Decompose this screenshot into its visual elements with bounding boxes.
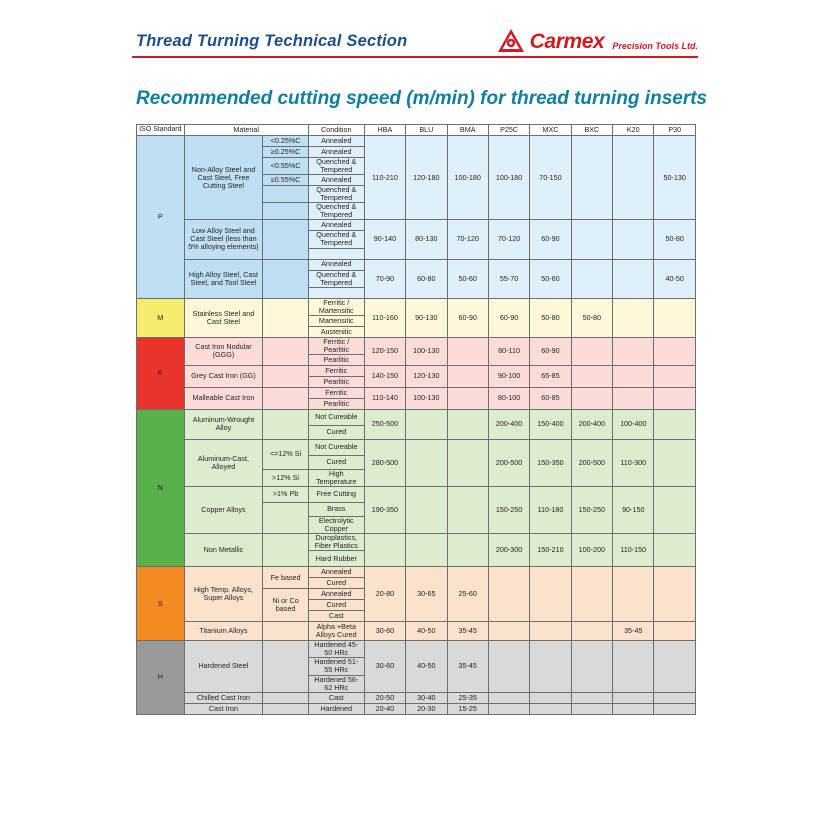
value-p25c: 200-500 bbox=[488, 439, 529, 486]
condition-cell: Not Cureable bbox=[308, 409, 364, 425]
value-hba: 90-140 bbox=[364, 220, 405, 259]
value-bxc: 150-250 bbox=[571, 487, 612, 534]
page-header bbox=[132, 14, 698, 58]
value-bxc bbox=[571, 220, 612, 259]
header-iso-standard: ISO Standard bbox=[137, 125, 185, 136]
value-p30 bbox=[654, 534, 696, 567]
carmex-logo-icon bbox=[497, 28, 525, 54]
table-row bbox=[137, 259, 696, 270]
condition-cell: High Temperature bbox=[308, 469, 364, 486]
header-k20: K20 bbox=[613, 125, 654, 136]
table-row bbox=[137, 641, 696, 658]
value-hba: 20-40 bbox=[364, 703, 405, 714]
table-header-row bbox=[137, 125, 696, 136]
header-p30: P30 bbox=[654, 125, 696, 136]
value-bma bbox=[447, 439, 488, 486]
value-p30 bbox=[654, 409, 696, 439]
condition-cell: Annealed bbox=[308, 147, 364, 158]
value-p30 bbox=[654, 439, 696, 486]
table-row bbox=[137, 337, 696, 354]
group-code-k: K bbox=[137, 337, 185, 409]
value-p25c: 90-100 bbox=[488, 365, 529, 387]
value-blu bbox=[406, 534, 447, 567]
condition-cell: Annealed bbox=[308, 589, 364, 600]
table-row bbox=[137, 534, 696, 551]
value-k20 bbox=[613, 567, 654, 622]
value-mxc bbox=[530, 692, 571, 703]
value-blu bbox=[406, 439, 447, 486]
value-hba: 20-50 bbox=[364, 692, 405, 703]
material-name: Titanium Alloys bbox=[184, 622, 263, 641]
value-k20: 100-400 bbox=[613, 409, 654, 439]
value-mxc: 50-60 bbox=[530, 259, 571, 298]
material-name: Stainless Steel and Cast Steel bbox=[184, 298, 263, 337]
condition-cell: Ferritic / Pearlitic bbox=[308, 337, 364, 354]
value-k20 bbox=[613, 692, 654, 703]
condition-cell: Ferritic / Martensitic bbox=[308, 298, 364, 315]
value-p30 bbox=[654, 487, 696, 534]
value-k20: 110-150 bbox=[613, 534, 654, 567]
value-p25c: 55-70 bbox=[488, 259, 529, 298]
material-sub bbox=[263, 186, 309, 203]
material-sub bbox=[263, 503, 309, 534]
value-p30 bbox=[654, 641, 696, 692]
value-p25c bbox=[488, 641, 529, 692]
value-mxc bbox=[530, 641, 571, 692]
table-row bbox=[137, 439, 696, 455]
value-p25c: 60-90 bbox=[488, 298, 529, 337]
group-code-p: P bbox=[137, 136, 185, 299]
condition-cell: Annealed bbox=[308, 220, 364, 231]
condition-cell: Austenitic bbox=[308, 326, 364, 337]
table-row bbox=[137, 703, 696, 714]
value-bma: 50-60 bbox=[447, 259, 488, 298]
material-sub: Ni or Co based bbox=[263, 589, 309, 622]
material-sub bbox=[263, 622, 309, 641]
value-bxc: 100-200 bbox=[571, 534, 612, 567]
condition-cell: Hardened 45-50 HRc bbox=[308, 641, 364, 658]
value-hba: 120-150 bbox=[364, 337, 405, 365]
condition-cell: Annealed bbox=[308, 259, 364, 270]
value-blu bbox=[406, 409, 447, 439]
brand-subtitle: Precision Tools Ltd. bbox=[612, 41, 698, 51]
value-bxc bbox=[571, 259, 612, 298]
material-sub bbox=[263, 203, 309, 220]
value-k20 bbox=[613, 387, 654, 409]
value-p30 bbox=[654, 298, 696, 337]
value-bma: 25-35 bbox=[447, 692, 488, 703]
value-p30: 50-130 bbox=[654, 136, 696, 220]
material-name: Cast Iron bbox=[184, 703, 263, 714]
value-mxc: 60-90 bbox=[530, 337, 571, 365]
value-blu: 30-40 bbox=[406, 692, 447, 703]
material-name: Chilled Cast Iron bbox=[184, 692, 263, 703]
material-sub bbox=[263, 337, 309, 365]
material-sub bbox=[263, 703, 309, 714]
value-p25c: 200-300 bbox=[488, 534, 529, 567]
header-bxc: BXC bbox=[571, 125, 612, 136]
value-mxc: 150-350 bbox=[530, 439, 571, 486]
material-sub: ≥0.55%C bbox=[263, 175, 309, 186]
condition-cell bbox=[308, 287, 364, 298]
value-p25c bbox=[488, 622, 529, 641]
value-k20: 35-45 bbox=[613, 622, 654, 641]
value-mxc: 60-90 bbox=[530, 220, 571, 259]
condition-cell bbox=[308, 248, 364, 259]
table-row bbox=[137, 567, 696, 578]
value-blu bbox=[406, 487, 447, 534]
value-p30 bbox=[654, 692, 696, 703]
value-bxc bbox=[571, 136, 612, 220]
page-title: Thread Turning Technical Section bbox=[136, 32, 408, 50]
condition-cell: Cured bbox=[308, 425, 364, 439]
condition-cell: Hardened 56-62 HRc bbox=[308, 675, 364, 692]
value-bxc bbox=[571, 703, 612, 714]
material-sub bbox=[263, 409, 309, 439]
table-row bbox=[137, 487, 696, 503]
group-code-m: M bbox=[137, 298, 185, 337]
material-name: Non Metallic bbox=[184, 534, 263, 567]
brand-logo bbox=[497, 28, 698, 54]
value-blu: 40-50 bbox=[406, 622, 447, 641]
material-sub bbox=[263, 298, 309, 337]
value-p25c: 80-110 bbox=[488, 337, 529, 365]
table-row bbox=[137, 365, 696, 376]
material-sub bbox=[263, 641, 309, 692]
material-sub bbox=[263, 259, 309, 298]
brand-name: Carmex bbox=[529, 29, 605, 53]
value-bma: 15-25 bbox=[447, 703, 488, 714]
value-bxc: 200-500 bbox=[571, 439, 612, 486]
value-mxc bbox=[530, 703, 571, 714]
condition-cell: Hardened bbox=[308, 703, 364, 714]
condition-cell: Quenched & Tempered bbox=[308, 270, 364, 287]
value-bma: 60-90 bbox=[447, 298, 488, 337]
condition-cell: Electrolytic Copper bbox=[308, 517, 364, 534]
header-material: Material bbox=[184, 125, 308, 136]
value-bma: 25-60 bbox=[447, 567, 488, 622]
value-bxc bbox=[571, 365, 612, 387]
header-hba: HBA bbox=[364, 125, 405, 136]
condition-cell: Annealed bbox=[308, 567, 364, 578]
material-sub: <0.25%C bbox=[263, 136, 309, 147]
value-k20 bbox=[613, 298, 654, 337]
header-bma: BMA bbox=[447, 125, 488, 136]
value-bxc bbox=[571, 622, 612, 641]
condition-cell: Quenched & Tempered bbox=[308, 158, 364, 175]
material-sub: <0.55%C bbox=[263, 158, 309, 175]
value-hba: 190-350 bbox=[364, 487, 405, 534]
value-mxc: 50-80 bbox=[530, 298, 571, 337]
value-hba: 280-500 bbox=[364, 439, 405, 486]
material-name: Aluminum-Wrought Alloy bbox=[184, 409, 263, 439]
value-mxc bbox=[530, 567, 571, 622]
value-p30 bbox=[654, 567, 696, 622]
condition-cell: Cured bbox=[308, 600, 364, 611]
value-bma bbox=[447, 409, 488, 439]
header-blu: BLU bbox=[406, 125, 447, 136]
group-code-n: N bbox=[137, 409, 185, 566]
material-name: Non-Alloy Steel and Cast Steel, Free Cutting Steel bbox=[184, 136, 263, 220]
condition-cell: Pearlitic bbox=[308, 354, 364, 365]
value-blu: 80-130 bbox=[406, 220, 447, 259]
value-hba: 140-150 bbox=[364, 365, 405, 387]
table-row bbox=[137, 409, 696, 425]
value-hba: 110-210 bbox=[364, 136, 405, 220]
value-k20 bbox=[613, 365, 654, 387]
condition-cell: Alpha +Beta Alloys Cured bbox=[308, 622, 364, 641]
material-sub bbox=[263, 387, 309, 409]
value-p25c: 70-120 bbox=[488, 220, 529, 259]
value-bxc bbox=[571, 567, 612, 622]
material-name: High Alloy Steel, Cast Steel, and Tool Steel bbox=[184, 259, 263, 298]
value-k20 bbox=[613, 136, 654, 220]
value-blu: 120-180 bbox=[406, 136, 447, 220]
material-name: Grey Cast Iron (GG) bbox=[184, 365, 263, 387]
value-blu: 100-130 bbox=[406, 337, 447, 365]
value-mxc: 70-150 bbox=[530, 136, 571, 220]
value-blu: 120-130 bbox=[406, 365, 447, 387]
value-hba: 250-500 bbox=[364, 409, 405, 439]
condition-cell: Quenched & Tempered bbox=[308, 203, 364, 220]
value-p30: 50-80 bbox=[654, 220, 696, 259]
material-name: Aluminum-Cast, Alloyed bbox=[184, 439, 263, 486]
condition-cell: Not Cureable bbox=[308, 439, 364, 455]
material-sub: <=12% Si bbox=[263, 439, 309, 469]
value-mxc: 65-85 bbox=[530, 365, 571, 387]
value-hba: 20-80 bbox=[364, 567, 405, 622]
value-p30 bbox=[654, 387, 696, 409]
value-bma: 70-120 bbox=[447, 220, 488, 259]
condition-cell: Hardened 51-55 HRc bbox=[308, 658, 364, 675]
header-p25c: P25C bbox=[488, 125, 529, 136]
material-name: Malleable Cast Iron bbox=[184, 387, 263, 409]
value-bma bbox=[447, 365, 488, 387]
value-bma bbox=[447, 387, 488, 409]
value-bxc bbox=[571, 387, 612, 409]
section-title: Recommended cutting speed (m/min) for thread turning inserts bbox=[136, 88, 708, 109]
condition-cell: Quenched & Tempered bbox=[308, 231, 364, 248]
table-row bbox=[137, 622, 696, 641]
value-k20: 90-150 bbox=[613, 487, 654, 534]
value-mxc: 60-85 bbox=[530, 387, 571, 409]
value-p30: 40-50 bbox=[654, 259, 696, 298]
material-sub bbox=[263, 365, 309, 387]
value-k20: 110-300 bbox=[613, 439, 654, 486]
material-name: Copper Alloys bbox=[184, 487, 263, 534]
value-p25c bbox=[488, 703, 529, 714]
condition-cell: Cured bbox=[308, 455, 364, 469]
value-bxc: 50-80 bbox=[571, 298, 612, 337]
material-name: Hardened Steel bbox=[184, 641, 263, 692]
condition-cell: Cured bbox=[308, 578, 364, 589]
condition-cell: Quenched & Tempered bbox=[308, 186, 364, 203]
table-row bbox=[137, 298, 696, 315]
value-hba: 110-160 bbox=[364, 298, 405, 337]
material-sub: Fe based bbox=[263, 567, 309, 589]
condition-cell: Annealed bbox=[308, 136, 364, 147]
value-blu: 100-130 bbox=[406, 387, 447, 409]
value-bma: 35-45 bbox=[447, 641, 488, 692]
condition-cell: Martensitic bbox=[308, 315, 364, 326]
group-code-s: S bbox=[137, 567, 185, 641]
value-k20 bbox=[613, 641, 654, 692]
value-k20 bbox=[613, 703, 654, 714]
value-k20 bbox=[613, 337, 654, 365]
value-hba: 70-90 bbox=[364, 259, 405, 298]
value-p25c: 200-400 bbox=[488, 409, 529, 439]
value-mxc: 110-180 bbox=[530, 487, 571, 534]
value-p30 bbox=[654, 337, 696, 365]
table-row bbox=[137, 387, 696, 398]
value-p25c bbox=[488, 692, 529, 703]
value-blu: 90-130 bbox=[406, 298, 447, 337]
header-mxc: MXC bbox=[530, 125, 571, 136]
condition-cell: Cast bbox=[308, 611, 364, 622]
header-condition: Condition bbox=[308, 125, 364, 136]
value-mxc: 150-210 bbox=[530, 534, 571, 567]
value-blu: 40-50 bbox=[406, 641, 447, 692]
value-blu: 30-65 bbox=[406, 567, 447, 622]
value-mxc: 150-400 bbox=[530, 409, 571, 439]
material-sub bbox=[263, 534, 309, 567]
table-row bbox=[137, 136, 696, 147]
value-bxc bbox=[571, 641, 612, 692]
value-hba: 30-60 bbox=[364, 622, 405, 641]
condition-cell: Brass bbox=[308, 503, 364, 517]
material-sub: >12% Si bbox=[263, 469, 309, 486]
value-bma: 35-45 bbox=[447, 622, 488, 641]
material-sub: ≥0.25%C bbox=[263, 147, 309, 158]
value-hba: 30-60 bbox=[364, 641, 405, 692]
material-sub: >1% Pb bbox=[263, 487, 309, 503]
condition-cell: Annealed bbox=[308, 175, 364, 186]
value-bxc bbox=[571, 337, 612, 365]
value-bma: 100-180 bbox=[447, 136, 488, 220]
value-bxc: 200-400 bbox=[571, 409, 612, 439]
condition-cell: Pearlitic bbox=[308, 376, 364, 387]
value-p30 bbox=[654, 703, 696, 714]
condition-cell: Hard Rubber bbox=[308, 551, 364, 567]
value-p25c: 80-100 bbox=[488, 387, 529, 409]
value-k20 bbox=[613, 259, 654, 298]
material-sub bbox=[263, 692, 309, 703]
value-hba bbox=[364, 534, 405, 567]
condition-cell: Free Cutting bbox=[308, 487, 364, 503]
material-name: Cast Iron Nodular (GGG) bbox=[184, 337, 263, 365]
value-blu: 20-30 bbox=[406, 703, 447, 714]
group-code-h: H bbox=[137, 641, 185, 714]
value-bma bbox=[447, 487, 488, 534]
value-bma bbox=[447, 337, 488, 365]
value-mxc bbox=[530, 622, 571, 641]
value-bxc bbox=[571, 692, 612, 703]
cutting-speed-table bbox=[136, 124, 696, 715]
value-k20 bbox=[613, 220, 654, 259]
value-bma bbox=[447, 534, 488, 567]
value-p25c: 150-250 bbox=[488, 487, 529, 534]
condition-cell: Cast bbox=[308, 692, 364, 703]
value-p30 bbox=[654, 622, 696, 641]
material-sub bbox=[263, 220, 309, 259]
condition-cell: Ferritic bbox=[308, 365, 364, 376]
material-name: High Temp. Alloys, Super Alloys bbox=[184, 567, 263, 622]
condition-cell: Ferritic bbox=[308, 387, 364, 398]
material-name: Low Alloy Steel and Cast Steel (less than 5% alloying elements) bbox=[184, 220, 263, 259]
table-row bbox=[137, 220, 696, 231]
value-p25c: 100-180 bbox=[488, 136, 529, 220]
value-p25c bbox=[488, 567, 529, 622]
value-hba: 110-140 bbox=[364, 387, 405, 409]
value-blu: 60-80 bbox=[406, 259, 447, 298]
condition-cell: Pearlitic bbox=[308, 398, 364, 409]
condition-cell: Duroplastics, Fiber Plastics bbox=[308, 534, 364, 551]
table-row bbox=[137, 692, 696, 703]
value-p30 bbox=[654, 365, 696, 387]
